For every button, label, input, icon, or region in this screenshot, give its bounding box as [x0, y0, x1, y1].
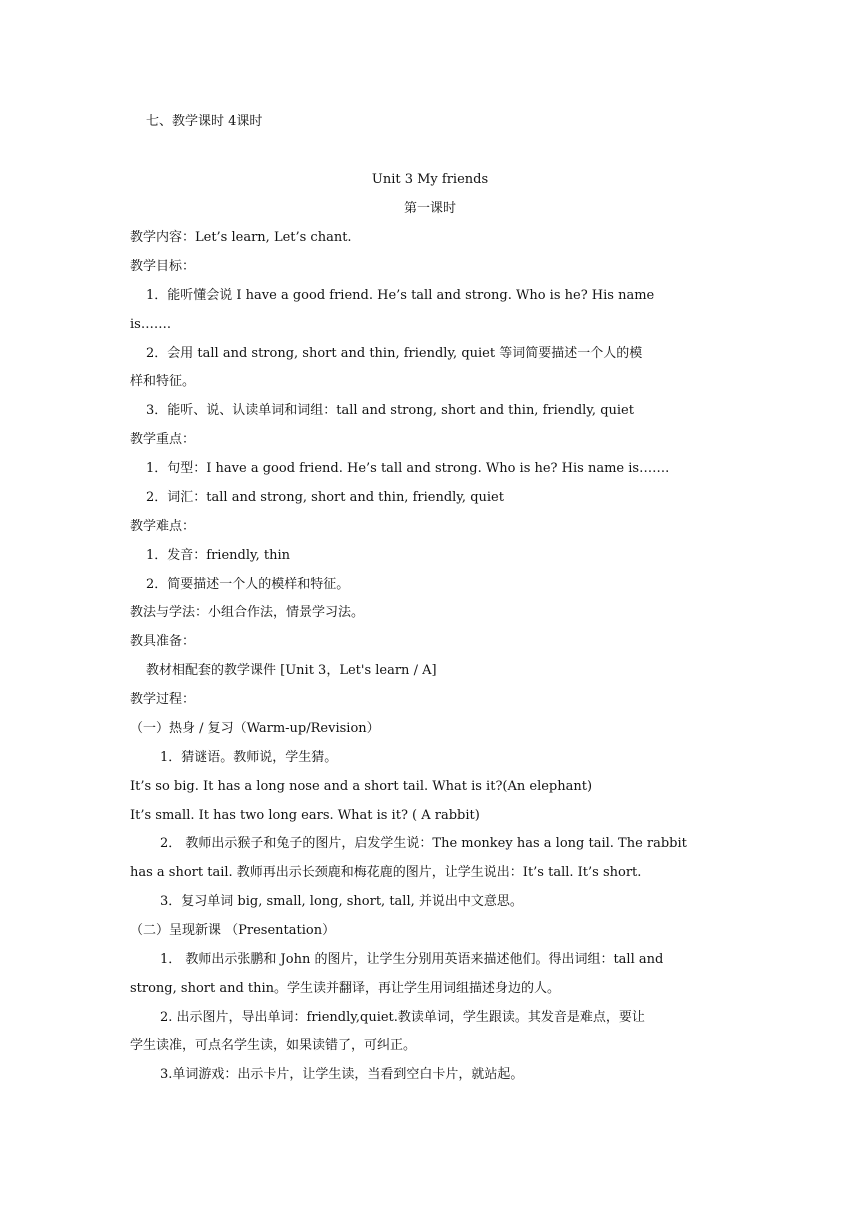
difficulty-2: 2．简要描述一个人的模样和特征。 [146, 577, 350, 592]
materials-label: 教具准备： [130, 634, 196, 649]
difficulty-1: 1．发音：friendly, thin [146, 548, 291, 563]
methods: 教法与学法：小组合作法，情景学习法。 [130, 605, 365, 620]
part-2-step-1-line-2: strong, short and thin。学生读并翻译，再让学生用词组描述身边的人。 [130, 981, 561, 996]
lesson-title: 第一课时 [403, 201, 456, 216]
part-1-step-2-line-2: has a short tail. 教师再出示长颈鹿和梅花鹿的图片，让学生说出：It’s tall. It’s short. [130, 865, 642, 880]
part-2-heading: （二）呈现新课 （Presentation） [130, 923, 336, 938]
part-1-step-1: 1．猜谜语。教师说，学生猜。 [160, 750, 338, 765]
objective-3: 3．能听、说、认读单词和词组：tall and strong, short and thin, friendly, quiet [146, 403, 634, 418]
difficulties-label: 教学难点： [130, 519, 196, 534]
objective-2-line-1: 2．会用 tall and strong, short and thin, friendly, quiet 等词简要描述一个人的模 [146, 346, 643, 361]
content-label: 教学内容：Let’s learn, Let’s chant. [130, 230, 352, 245]
part-1-riddle-2: It’s small. It has two long ears. What is it? ( A rabbit) [130, 808, 480, 823]
objectives-label: 教学目标： [130, 259, 196, 274]
part-2-step-3: 3.单词游戏：出示卡片，让学生读，当看到空白卡片，就站起。 [160, 1067, 524, 1082]
objective-1-line-1: 1．能听懂会说 I have a good friend. He’s tall and strong. Who is he? His name [146, 288, 655, 303]
part-2-step-2-line-1: 2. 出示图片，导出单词：friendly,quiet.教读单词，学生跟读。其发音是难点，要让 [160, 1010, 645, 1025]
key-point-2: 2．词汇：tall and strong, short and thin, friendly, quiet [146, 490, 504, 505]
objective-2-line-2: 样和特征。 [130, 374, 196, 389]
part-2-step-1-line-1: 1． 教师出示张鹏和 John 的图片，让学生分别用英语来描述他们。得出词组：tall and [160, 952, 664, 967]
part-1-riddle-1: It’s so big. It has a long nose and a short tail. What is it?(An elephant) [130, 779, 593, 794]
process-label: 教学过程： [130, 692, 196, 707]
part-1-step-2-line-1: 2． 教师出示猴子和兔子的图片，启发学生说：The monkey has a long tail. The rabbit [160, 836, 687, 851]
key-points-label: 教学重点： [130, 432, 196, 447]
part-1-heading: （一）热身 / 复习（Warm-up/Revision） [130, 721, 380, 736]
key-point-1: 1．句型：I have a good friend. He’s tall and strong. Who is he? His name is……. [146, 461, 670, 476]
unit-title: Unit 3 My friends [371, 172, 489, 187]
part-1-step-3: 3．复习单词 big, small, long, short, tall, 并说出中文意思。 [160, 894, 523, 909]
section-heading: 七、教学课时 4课时 [146, 114, 263, 129]
objective-1-line-2: is……. [130, 317, 171, 332]
part-2-step-2-line-2: 学生读准，可点名学生读，如果读错了，可纠正。 [130, 1038, 417, 1053]
materials-item: 教材相配套的教学课件 [Unit 3，Let's learn / A] [146, 663, 437, 678]
